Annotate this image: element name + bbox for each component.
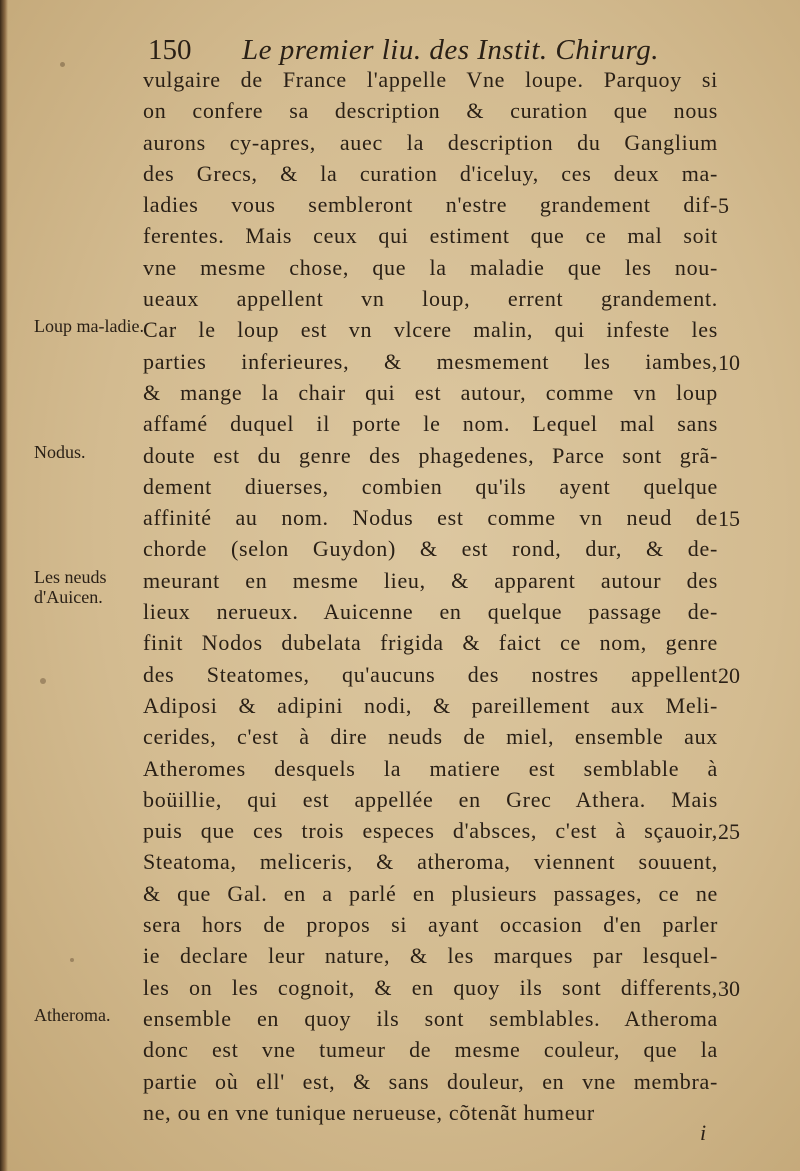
text-line: ensemble en quoy ils sont semblables. Atheroma xyxy=(143,1005,718,1031)
text-line: Car le loup est vn vlcere malin, qui infeste les xyxy=(143,317,718,343)
text-line: ueaux appellent vn loup, errent grandement. xyxy=(143,286,718,312)
text-line: ferentes. Mais ceux qui estiment que ce mal soit xyxy=(143,223,718,249)
text-line: aurons cy-apres, auec la description du Ganglium xyxy=(143,129,718,155)
signature-mark: i xyxy=(700,1120,707,1145)
line-number: 25 xyxy=(718,819,740,845)
margin-note: Les neuds d'Auicen. xyxy=(34,566,107,607)
ink-spot xyxy=(40,678,46,684)
margin-note: Loup ma-ladie. xyxy=(34,316,144,337)
text-line: on confere sa description & curation que nous xyxy=(143,98,718,124)
ink-spot xyxy=(70,958,74,962)
text-line: sera hors de propos si ayant occasion d'en parler xyxy=(143,912,718,938)
line-number: 20 xyxy=(718,662,740,688)
text-line: les on les cognoit, & en quoy ils sont differents, xyxy=(143,974,718,1000)
body-text-block xyxy=(143,64,718,1128)
line-number: 5 xyxy=(718,193,729,219)
line-number: 15 xyxy=(718,506,740,532)
text-line: ie declare leur nature, & les marques par lesquel- xyxy=(143,943,718,969)
text-line: meurant en mesme lieu, & apparent autour des xyxy=(143,567,718,593)
page-number: 150 xyxy=(148,34,192,66)
text-line: partie où ell' est, & sans douleur, en vne membra- xyxy=(143,1068,718,1094)
text-line: Atheromes desquels la matiere est semblable à xyxy=(143,755,718,781)
text-line: & que Gal. en a parlé en plusieurs passages, ce ne xyxy=(143,880,718,906)
margin-note: Atheroma. xyxy=(34,1005,111,1025)
book-spine-edge xyxy=(0,0,8,1171)
text-line: ladies vous sembleront n'estre grandement dif- xyxy=(143,192,718,218)
text-line: finit Nodos dubelata frigida & faict ce nom, genre xyxy=(143,630,718,656)
ink-spot xyxy=(60,62,65,67)
margin-note: Nodus. xyxy=(34,441,86,462)
text-line: dement diuerses, combien qu'ils ayent quelque xyxy=(143,473,718,499)
text-line: Adiposi & adipini nodi, & pareillement aux Meli- xyxy=(143,692,718,718)
text-line: affamé duquel il porte le nom. Lequel mal sans xyxy=(143,411,718,437)
text-line: chorde (selon Guydon) & est rond, dur, & de- xyxy=(143,536,718,562)
text-line: vulgaire de France l'appelle Vne loupe. Parquoy si xyxy=(143,67,718,92)
text-line: affinité au nom. Nodus est comme vn neud de xyxy=(143,505,718,531)
text-line: des Grecs, & la curation d'iceluy, ces deux ma- xyxy=(143,160,718,186)
running-title: Le premier liu. des Instit. Chirurg. xyxy=(242,34,660,66)
text-line: des Steatomes, qu'aucuns des nostres appellent xyxy=(143,661,718,687)
text-line: donc est vne tumeur de mesme couleur, que la xyxy=(143,1037,718,1063)
text-line: boüillie, qui est appellée en Grec Athera. Mais xyxy=(143,786,718,812)
text-line: puis que ces trois especes d'absces, c'est à sçauoir, xyxy=(143,818,718,844)
text-line: lieux nerueux. Auicenne en quelque passage de- xyxy=(143,599,718,625)
text-line: doute est du genre des phagedenes, Parce sont grã- xyxy=(143,442,718,468)
text-line: ne, ou en vne tunique nerueuse, cõtenãt humeur xyxy=(143,1099,595,1125)
text-line: Steatoma, meliceris, & atheroma, viennent souuent, xyxy=(143,849,718,875)
line-number: 30 xyxy=(718,975,740,1001)
text-line: & mange la chair qui est autour, comme vn loup xyxy=(143,379,718,405)
text-line: parties inferieures, & mesmement les iambes, xyxy=(143,348,718,374)
line-number: 10 xyxy=(718,349,740,375)
text-line: vne mesme chose, que la maladie que les nou- xyxy=(143,254,718,280)
text-line: cerides, c'est à dire neuds de miel, ensemble aux xyxy=(143,724,718,750)
